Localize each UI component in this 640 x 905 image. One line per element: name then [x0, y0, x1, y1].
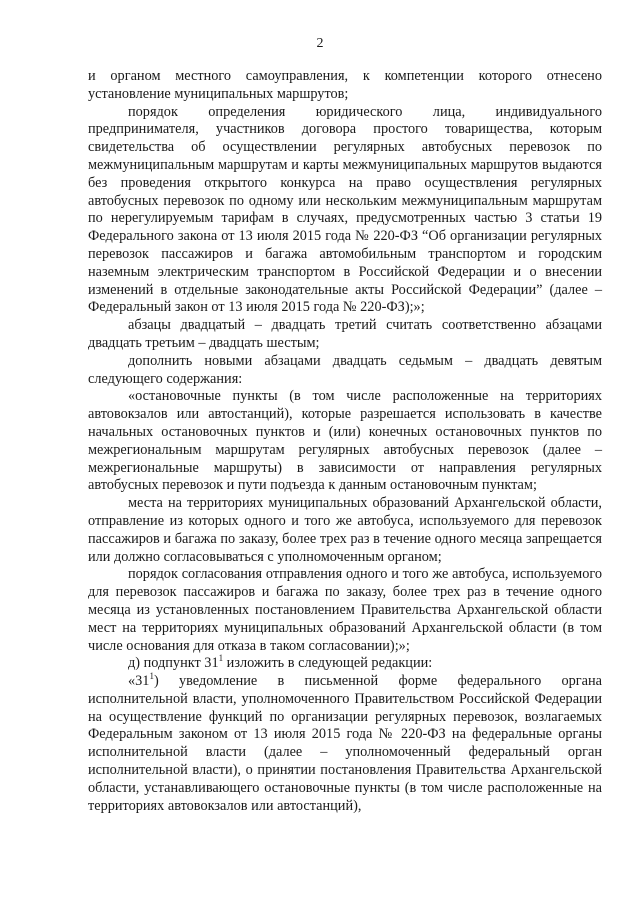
- paragraph: порядок согласования отправления одного и того же автобуса, используемого для перевозок пассажиров и багажа по заказу, более трех раз в течение одного месяца из установленных постановлением Правительства Архангельской области мест на территориях муниципальных образований Архангельской области (в том числе основания для отказа в таком согласовании);»;: [88, 566, 602, 654]
- paragraph-text: ) уведомление в письменной форме федерального органа исполнительной власти, уполномоченного Правительством Российской Федерации на осуществление функций по организации регулярных перевозок, возлагаемых Федеральным законом от 13 июля 2015 года № 220-ФЗ на федеральные органы исполнительной власти (далее – уполномоченный федеральный орган исполнительной власти), о принятии постановления Правительства Архангельской области, устанавливающего остановочные пункты (в том числе расположенные на территориях автовокзалов или автостанций),: [88, 673, 602, 814]
- page-number: 2: [316, 36, 324, 51]
- superscript: 1: [149, 671, 154, 682]
- paragraph: «остановочные пункты (в том числе расположенные на территориях автовокзалов или автостанций), которые разрешается использовать в качестве начальных остановочных пунктов и (или) конечных остановочных пунктов по межрегиональным маршрутам регулярных автобусных перевозок (далее – межрегиональные маршруты) в зависимости от направления регулярных автобусных перевозок и пути подъезда к данным остановочным пунктам;: [88, 388, 602, 494]
- paragraph-text: «31: [128, 673, 150, 690]
- superscript: 1: [218, 653, 224, 664]
- paragraph: дополнить новыми абзацами двадцать седьмым – двадцать девятым следующего содержания:: [88, 352, 602, 387]
- paragraph-text: изложить в следующей редакции:: [223, 655, 433, 672]
- paragraph: места на территориях муниципальных образований Архангельской области, отправление из которых одного и того же автобуса, используемого для перевозок пассажиров и багажа по заказу, более трех раз в течение одного месяца запрещается или должно согласовываться с уполномоченным органом;: [88, 495, 602, 565]
- paragraph: [88, 673, 602, 815]
- paragraph: [88, 655, 602, 673]
- paragraph: абзацы двадцатый – двадцать третий считать соответственно абзацами двадцать третьим – двадцать шестым;: [88, 317, 602, 351]
- paragraph: и органом местного самоуправления, к компетенции которого отнесено установление муниципальных маршрутов;: [88, 68, 602, 102]
- document-body: [88, 68, 602, 815]
- paragraph: порядок определения юридического лица, индивидуального предпринимателя, участников договора простого товарищества, которым свидетельства об осуществлении регулярных автобусных перевозок по межмуниципальным маршрутам и карты межмуниципальных маршрутов выдаются без проведения открытого конкурса на право осуществления регулярных автобусных перевозок по одному или нескольким межмуниципальным маршрутам по нерегулируемым тарифам в случаях, предусмотренных частью 3 статьи 19 Федерального закона от 13 июля 2015 года № 220-ФЗ “Об организации регулярных перевозок пассажиров и багажа автомобильным транспортом и городским наземным электрическим транспортом в Российской Федерации и о внесении изменений в отдельные законодательные акты Российской Федерации” (далее – Федеральный закон от 13 июля 2015 года № 220-ФЗ);»;: [88, 103, 602, 316]
- paragraph-text: д) подпункт 31: [128, 655, 219, 672]
